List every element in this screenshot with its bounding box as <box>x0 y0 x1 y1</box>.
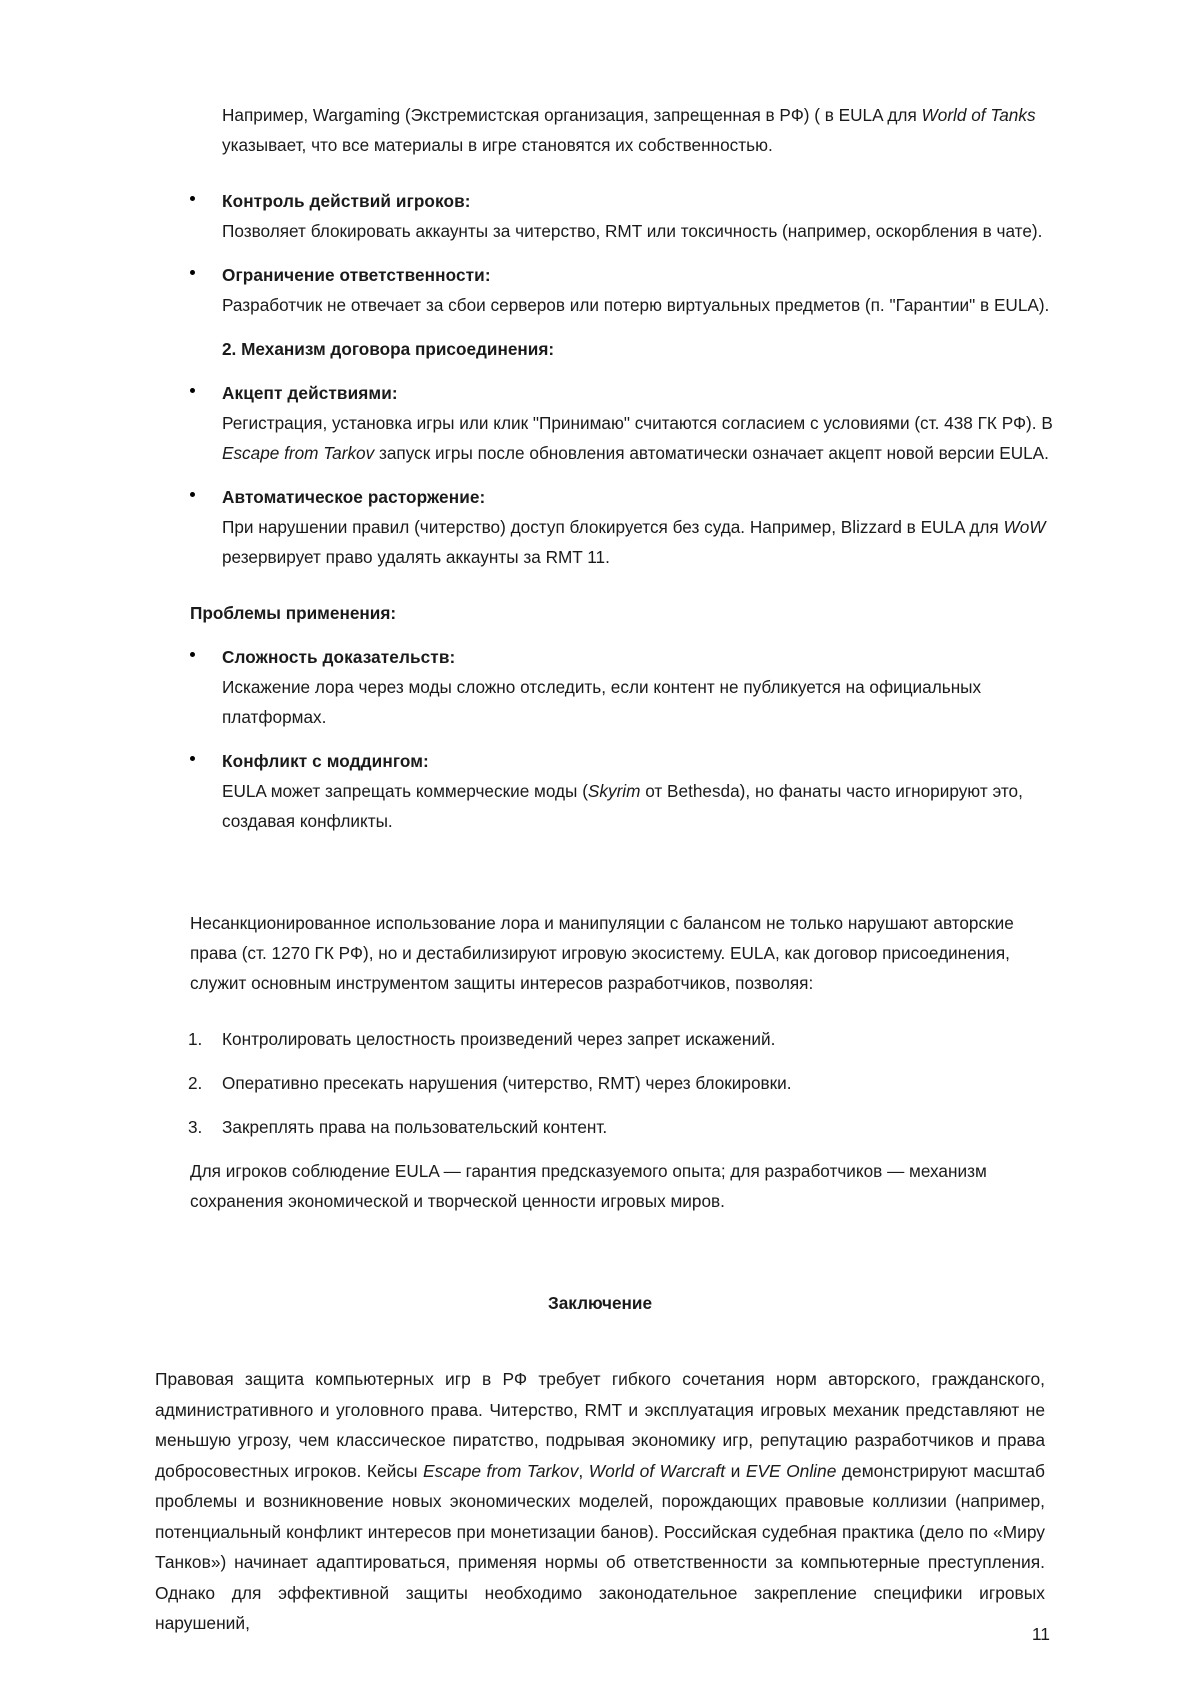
bullet-item-liability <box>222 260 1055 320</box>
intro-paragraph <box>222 100 1050 160</box>
bullet-text-auto-termination <box>222 512 1055 572</box>
bullet-item-auto-termination <box>222 482 1055 572</box>
bullet-text-modding-conflict <box>222 776 1055 836</box>
modding-italic-game: Skyrim <box>587 781 641 801</box>
page-number: 11 <box>1031 1624 1050 1644</box>
numbered-list-item-3 <box>188 1112 1050 1142</box>
closing-paragraph: Для игроков соблюдение EULA — гарантия предсказуемого опыта; для разработчиков — механизм сохранения экономической и творческой ценности игровых миров. <box>190 1161 987 1211</box>
bullet-dot-icon <box>190 196 195 201</box>
bullet-item-control <box>222 186 1055 246</box>
bullet-dot-icon <box>190 652 195 657</box>
bullet-text-proof-difficulty: Искажение лора через моды сложно отследить, если контент не публикуется на официальных платформах. <box>222 677 982 727</box>
subheading-adhesion-contract: 2. Механизм договора присоединения: <box>222 339 555 359</box>
termination-text-before: При нарушении правил (читерство) доступ блокируется без суда. Например, Blizzard в EULA для <box>222 517 1004 537</box>
bullet-dot-icon <box>190 756 195 761</box>
bullet-dot-icon <box>190 492 195 497</box>
bullet-text-acceptance <box>222 408 1055 468</box>
modding-text-after: от Bethesda), но фанаты часто игнорируют это, создавая конфликты. <box>222 781 1023 831</box>
modding-text-before: EULA может запрещать коммерческие моды ( <box>222 781 588 801</box>
list-marker-2: 2. <box>188 1073 203 1093</box>
summary-paragraph: Несанкционированное использование лора и манипуляции с балансом не только нарушают авторские права (ст. 1270 ГК РФ), но и дестабилизируют игровую экосистему. EULA, как договор присоединения, служит основным инструментом защиты интересов разработчиков, позволяя: <box>190 913 1014 993</box>
conclusion-part4: демонстрируют масштаб проблемы и возникновение новых экономических моделей, порождающих правовые коллизии (например, потенциальный конфликт интересов при монетизации банов). Российская судебная практика (дело по «Миру Танков») начинает адаптироваться, применяя нормы об ответственности за компьютерные преступления. Однако для эффективной защиты необходимо законодательное закрепление специфики игровых нарушений, <box>155 1460 1045 1633</box>
acceptance-text-after: запуск игры после обновления автоматически означает акцепт новой версии EULA. <box>374 443 1049 463</box>
bullet-title-modding-conflict: Конфликт с моддингом: <box>222 751 429 771</box>
acceptance-text-before: Регистрация, установка игры или клик "Принимаю" считаются согласием с условиями (ст. 438 ГК РФ). В <box>222 413 1053 433</box>
bullet-text-liability: Разработчик не отвечает за сбои серверов или потерю виртуальных предметов (п. "Гарантии" в EULA). <box>222 295 1050 315</box>
bullet-item-modding-conflict <box>222 746 1055 836</box>
list-text-1: Контролировать целостность произведений через запрет искажений. <box>222 1029 776 1049</box>
list-marker-1: 1. <box>188 1029 203 1049</box>
conclusion-part2: , <box>578 1460 589 1481</box>
conclusion-part1: Правовая защита компьютерных игр в РФ требует гибкого сочетания норм авторского, гражданского, административного и уголовного права. Читерство, RMT и эксплуатация игровых механик представляют не меньшую угрозу, чем классическое пиратство, подрывая экономику игр, репутацию разработчиков и права добросовестных игроков. Кейсы <box>155 1369 1045 1481</box>
section-heading-problems: Проблемы применения: <box>190 603 397 623</box>
list-text-2: Оперативно пресекать нарушения (читерство, RMT) через блокировки. <box>222 1073 792 1093</box>
bullet-item-proof-difficulty <box>222 642 1055 732</box>
bullet-title-control: Контроль действий игроков: <box>222 191 471 211</box>
conclusion-paragraph <box>155 1364 1045 1639</box>
bullet-dot-icon <box>190 388 195 393</box>
conclusion-heading: Заключение <box>547 1293 653 1313</box>
conclusion-italic-tarkov: Escape from Tarkov <box>423 1460 579 1481</box>
conclusion-italic-wow: World of Warcraft <box>588 1460 726 1481</box>
intro-text-after-italic: указывает, что все материалы в игре становятся их собственностью. <box>222 135 773 155</box>
list-marker-3: 3. <box>188 1117 203 1137</box>
bullet-title-auto-termination: Автоматическое расторжение: <box>222 487 486 507</box>
bullet-title-acceptance: Акцепт действиями: <box>222 383 398 403</box>
intro-italic-title: World of Tanks <box>921 105 1036 125</box>
conclusion-italic-eve: EVE Online <box>745 1460 837 1481</box>
bullet-text-control: Позволяет блокировать аккаунты за читерство, RMT или токсичность (например, оскорбления в чате). <box>222 221 1043 241</box>
bullet-title-liability: Ограничение ответственности: <box>222 265 491 285</box>
numbered-list-item-1 <box>188 1024 1050 1054</box>
termination-text-after: резервирует право удалять аккаунты за RMT 11. <box>222 547 610 567</box>
bullet-dot-icon <box>190 270 195 275</box>
bullet-title-proof-difficulty: Сложность доказательств: <box>222 647 456 667</box>
bullet-item-acceptance <box>222 378 1055 468</box>
numbered-list-item-2 <box>188 1068 1050 1098</box>
acceptance-italic-game: Escape from Tarkov <box>222 443 375 463</box>
conclusion-part3: и <box>725 1460 746 1481</box>
intro-text-before-italic: Например, Wargaming (Экстремистская организация, запрещенная в РФ) ( в EULA для <box>222 105 922 125</box>
list-text-3: Закреплять права на пользовательский контент. <box>222 1117 608 1137</box>
termination-italic-game: WoW <box>1003 517 1046 537</box>
